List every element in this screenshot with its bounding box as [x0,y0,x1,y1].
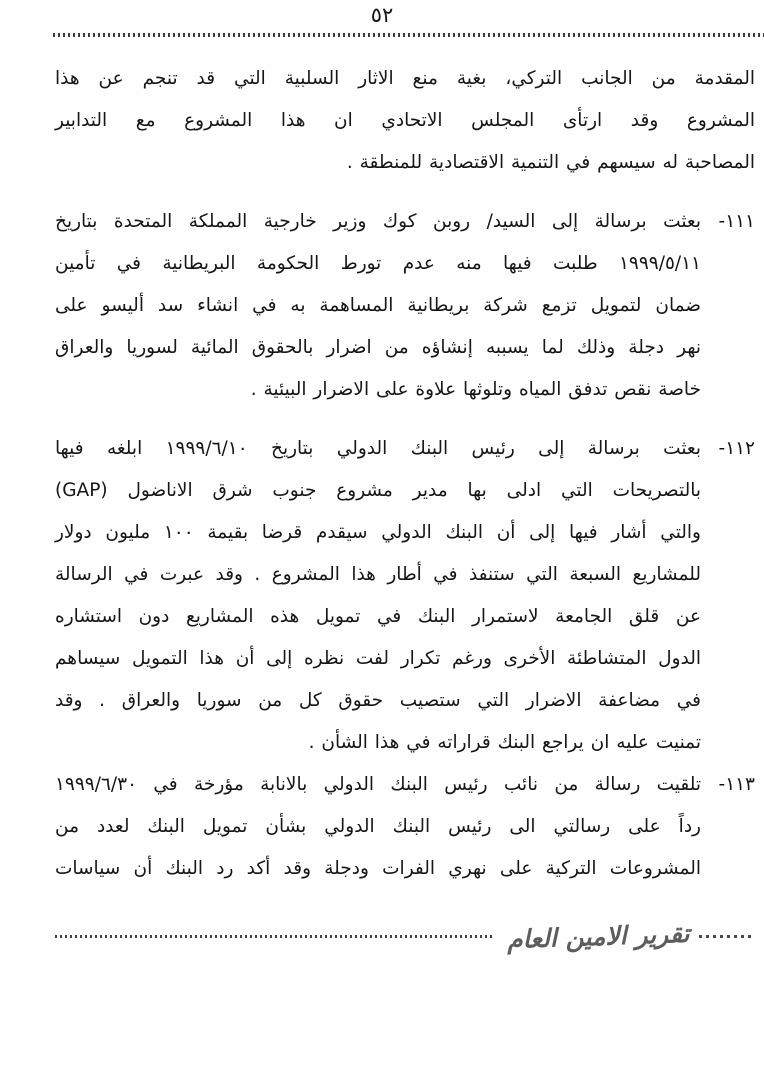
footer [55,918,755,955]
text-line: بالتصريحات التي ادلى بها مدير مشروع جنوب شرق الاناضول (GAP) [55,480,701,501]
text-line: المشروع وقد ارتأى المجلس الاتحادي ان هذا المشروع مع التدابير [55,110,755,131]
text-line: الدول المتشاطئة الأخرى ورغم تكرار لفت نظره إلى أن هذا التمويل سيساهم [55,648,701,669]
text-line: بعثت برسالة إلى رئيس البنك الدولي بتاريخ ١٩٩٩/٦/١٠ ابلغه فيها [55,438,702,459]
text-line: للمشاريع السبعة التي ستنفذ في أطار هذا المشروع . وقد عبرت في الرسالة [55,564,701,585]
text-line: المشروعات التركية على نهري الفرات ودجلة وقد أكد رد البنك أن سياسات [55,858,701,879]
paragraph-113 [55,764,755,890]
text-line: ١٩٩٩/٥/١١ طلبت فيها منه عدم تورط الحكومة البريطانية في تأمين [55,253,701,274]
text-line: تلقيت رسالة من نائب رئيس البنك الدولي بالانابة مؤرخة في ١٩٩٩/٦/٣٠ [55,774,701,795]
text-line: رداً على رسالتي الى رئيس البنك الدولي بشأن تمويل البنك لعدد من [55,816,701,837]
text-line: في مضاعفة الاضرار التي ستصيب حقوق كل من سوريا والعراق . وقد [55,690,701,711]
document-body [55,58,755,890]
text-line: عن قلق الجامعة لاستمرار البنك في تمويل هذه المشاريع دون استشاره [55,606,701,627]
page-number: ٥٢ [370,3,394,27]
paragraph-number: ١١٣- [718,774,755,795]
paragraph-continuation [55,58,755,184]
footer-dash-segment [699,935,755,938]
text-line: خاصة نقص تدفق المياه وتلوثها علاوة على الاضرار البيئية . [250,379,701,400]
footer-dotted-rule [55,935,493,938]
text-line: بعثت برسالة إلى السيد/ روبن كوك وزير خارجية المملكة المتحدة بتاريخ [55,211,701,232]
paragraph-number: ١١١- [718,211,755,232]
text-line: نهر دجلة وذلك لما يسببه إنشاؤه من اضرار بالحقوق المائية لسوريا والعراق [55,337,701,358]
text-line: ضمان لتمويل تزمع شركة بريطانية المساهمة به في انشاء سد أليسو على [55,295,701,316]
header-dotted-rule [53,33,764,37]
text-line: والتي أشار فيها إلى أن البنك الدولي سيقدم قرضا بقيمة ١٠٠ مليون دولار [55,522,701,543]
paragraph-111 [55,201,755,411]
paragraph-112 [55,428,755,764]
footer-stamp-text: تقرير الامين العام [506,918,690,955]
text-line: تمنيت عليه ان يراجع البنك قراراته في هذا الشأن . [308,732,701,753]
text-line: المصاحبة له سيسهم في التنمية الاقتصادية للمنطقة . [346,152,755,173]
text-line: المقدمة من الجانب التركي، بغية منع الاثار السلبية التي قد تنجم عن هذا [55,68,755,89]
paragraph-number: ١١٢- [718,438,755,459]
